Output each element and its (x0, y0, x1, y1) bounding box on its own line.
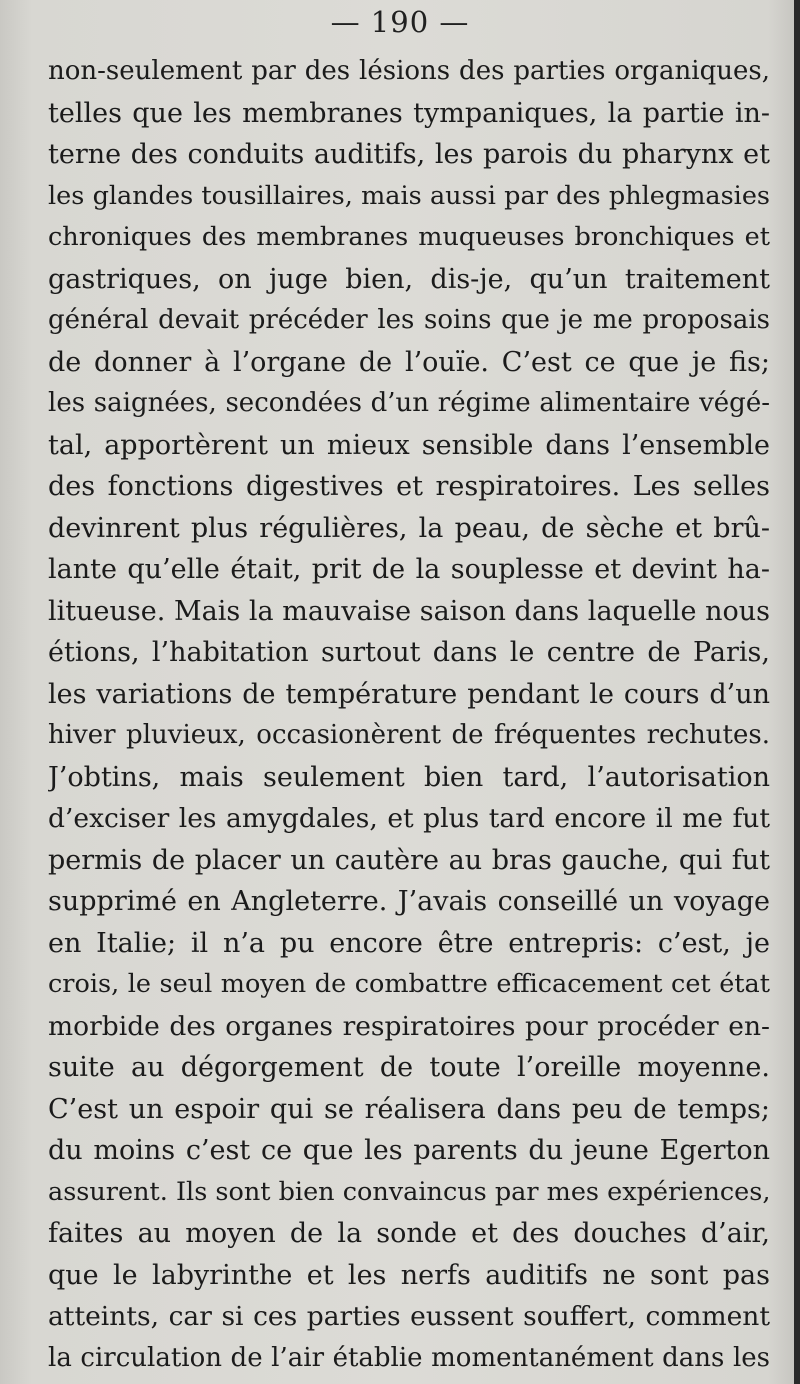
text-line: atteints, car si ces parties eussent souffert, comment (48, 1301, 770, 1332)
text-line: devinrent plus régulières, la peau, de sèche et brû- (48, 512, 770, 544)
text-line: les glandes tousillaires, mais aussi par des phlegmasies (48, 180, 770, 211)
text-line: général devait précéder les soins que je me proposais (48, 305, 770, 335)
text-line: C’est un espoir qui se réalisera dans peu de temps; (48, 1093, 770, 1125)
body-text (48, 51, 770, 1379)
text-line: étions, l’habitation surtout dans le centre de Paris, (48, 637, 770, 668)
text-line: en Italie; il n’a pu encore être entrepris: c’est, je (48, 927, 770, 959)
text-line: crois, le seul moyen de combattre efficacement cet état (48, 969, 770, 999)
text-line: de donner à l’organe de l’ouïe. C’est ce que je fis; (48, 346, 770, 378)
text-line: que le labyrinthe et les nerfs auditifs ne sont pas (48, 1259, 770, 1291)
text-line: les variations de température pendant le cours d’un (48, 678, 770, 710)
text-line: permis de placer un cautère au bras gauche, qui fut (48, 844, 770, 876)
text-line: hiver pluvieux, occasionèrent de fréquentes rechutes. (48, 720, 770, 750)
text-line: litueuse. Mais la mauvaise saison dans laquelle nous (48, 595, 770, 627)
text-line: J’obtins, mais seulement bien tard, l’autorisation (48, 761, 770, 793)
text-line: faites au moyen de la sonde et des douches d’air, (48, 1218, 770, 1249)
text-line: assurent. Ils sont bien convaincus par mes expériences, (48, 1176, 770, 1207)
page-edge-shadow (794, 0, 800, 1384)
text-line: d’exciser les amygdales, et plus tard encore il me fut (48, 803, 770, 834)
text-line: la circulation de l’air établie momentanément dans les (48, 1342, 770, 1373)
text-line: suite au dégorgement de toute l’oreille moyenne. (48, 1052, 770, 1083)
text-line: morbide des organes respiratoires pour procéder en- (48, 1010, 770, 1042)
text-line: du moins c’est ce que les parents du jeune Egerton (48, 1135, 770, 1166)
text-line: des fonctions digestives et respiratoires. Les selles (48, 471, 770, 502)
text-line: non-seulement par des lésions des parties organiques, (48, 56, 770, 86)
text-line: les saignées, secondées d’un régime alimentaire végé- (48, 388, 770, 418)
page-number: — 190 — (330, 5, 470, 39)
text-line: supprimé en Angleterre. J’avais conseillé un voyage (48, 886, 770, 917)
text-line: lante qu’elle était, prit de la souplesse et devint ha- (48, 554, 770, 585)
text-line: tal, apportèrent un mieux sensible dans l’ensemble (48, 429, 770, 461)
text-line: chroniques des membranes muqueuses bronchiques et (48, 222, 770, 252)
text-line: terne des conduits auditifs, les parois du pharynx et (48, 139, 770, 170)
text-line: telles que les membranes tympaniques, la partie in- (48, 97, 770, 129)
text-line: gastriques, on juge bien, dis-je, qu’un traitement (48, 263, 770, 295)
